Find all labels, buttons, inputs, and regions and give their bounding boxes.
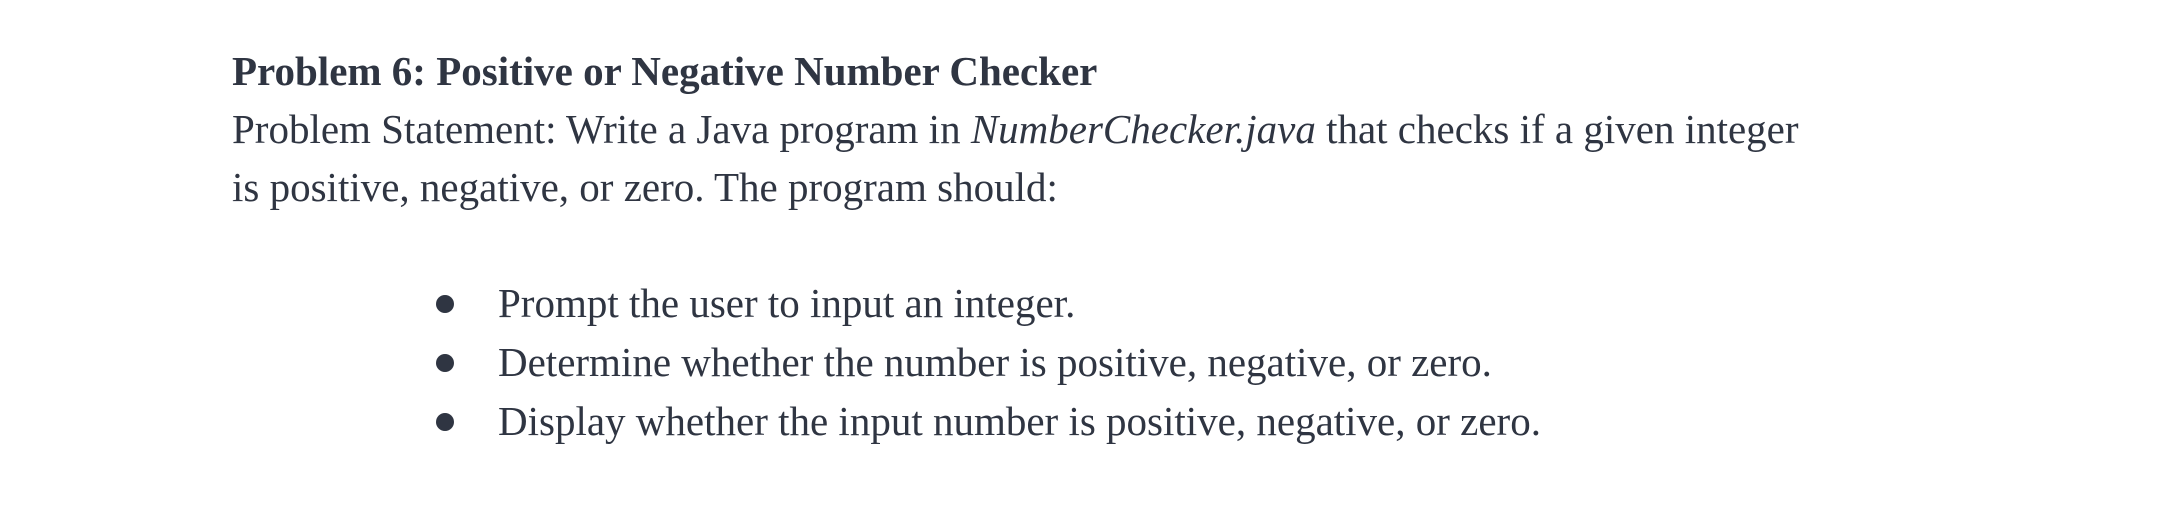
list-item: [432, 274, 1541, 333]
statement-prefix: Problem Statement: Write a Java program in: [232, 106, 971, 152]
bullet-icon: [436, 354, 454, 372]
problem-title: Problem 6: Positive or Negative Number Checker: [232, 48, 1098, 94]
statement-suffix: that checks if a given integer: [1315, 106, 1799, 152]
requirement-text: Display whether the input number is positive, negative, or zero.: [498, 398, 1541, 444]
requirement-text: Prompt the user to input an integer.: [498, 280, 1076, 326]
requirement-text: Determine whether the number is positive, negative, or zero.: [498, 339, 1492, 385]
file-name: NumberChecker.java: [970, 106, 1316, 152]
document-body: [232, 42, 2092, 216]
bullet-icon: [436, 295, 454, 313]
statement-line-2: is positive, negative, or zero. The program should:: [232, 164, 1058, 210]
requirements-list: [432, 274, 1541, 451]
bullet-icon: [436, 413, 454, 431]
list-item: [432, 392, 1541, 451]
problem-statement: [232, 100, 2092, 216]
list-item: [432, 333, 1541, 392]
